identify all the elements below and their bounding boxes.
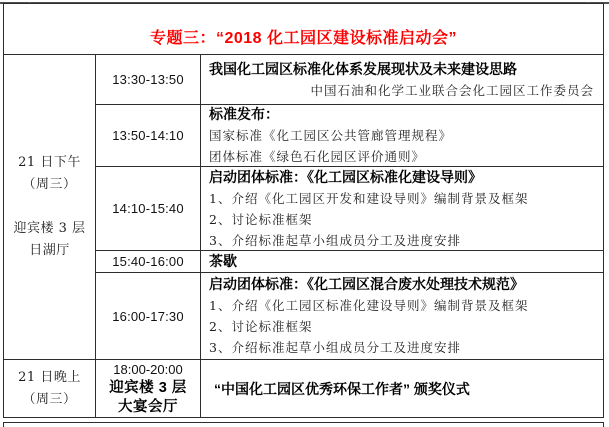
evening-date: 21 日晚上 [18,369,81,385]
afternoon-date-venue-cell [4,55,96,360]
afternoon-venue-room: 日湖厅 [29,243,70,258]
evening-time-venue-cell [96,360,201,417]
time-slot-5: 16:00-17:30 [96,273,201,360]
agenda-item-1 [201,55,603,105]
evening-time: 18:00-20:00 [113,362,183,377]
agenda-item-5-point-1: 1、介绍《化工园区标准化建设导则》编制背景及框架 [209,298,529,313]
evening-weekday: （周三） [22,391,77,407]
agenda-item-5 [201,273,603,360]
evening-event-cell [201,360,603,417]
afternoon-venue-building: 迎宾楼 3 层 [13,221,86,236]
agenda-item-3-point-3: 3、介绍标准起草小组成员分工及进度安排 [209,232,461,248]
agenda-item-5-point-2: 2、讨论标准框架 [209,319,313,334]
agenda-item-3-point-2: 2、讨论标准框架 [209,211,313,227]
time-slot-1: 13:30-13:50 [96,55,201,105]
agenda-item-4 [201,251,603,273]
evening-venue-room: 大宴会厅 [118,399,178,415]
agenda-item-3-point-1: 1、介绍《化工园区开发和建设导则》编制背景及框架 [209,190,529,206]
afternoon-weekday: （周三） [22,177,77,192]
agenda-item-1-title: 我国化工园区标准化体系发展现状及未来建设思路 [209,60,517,77]
agenda-table [3,3,604,418]
tea-break-label: 茶歇 [209,253,237,269]
session-title: 专题三：“2018 化工园区建设标准启动会” [4,4,603,55]
agenda-item-2-standard-2: 团体标准《绿色石化园区评价通则》 [209,149,426,164]
agenda-item-2-title: 标准发布： [209,106,279,122]
agenda-item-5-point-3: 3、介绍标准起草小组成员分工及进度安排 [209,340,461,355]
agenda-item-3-title: 启动团体标准：《化工园区标准化建设导则》 [209,168,482,185]
agenda-item-2-standard-1: 国家标准《化工园区公共管廊管理规程》 [209,128,453,143]
afternoon-date: 21 日下午 [18,155,81,170]
award-ceremony-label: “中国化工园区优秀环保工作者” 颁奖仪式 [214,380,470,397]
agenda-item-1-organizer: 中国石油和化学工业联合会化工园区工作委员会 [310,82,594,98]
agenda-item-3 [201,167,603,251]
evening-date-cell [4,360,96,417]
agenda-item-5-title: 启动团体标准：《化工园区混合废水处理技术规范》 [209,276,524,292]
time-slot-4: 15:40-16:00 [96,251,201,273]
time-slot-2: 13:50-14:10 [96,105,201,167]
agenda-item-2 [201,105,603,167]
evening-venue-building: 迎宾楼 3 层 [109,380,187,396]
next-table-edge [3,422,604,427]
time-slot-3: 14:10-15:40 [96,167,201,251]
